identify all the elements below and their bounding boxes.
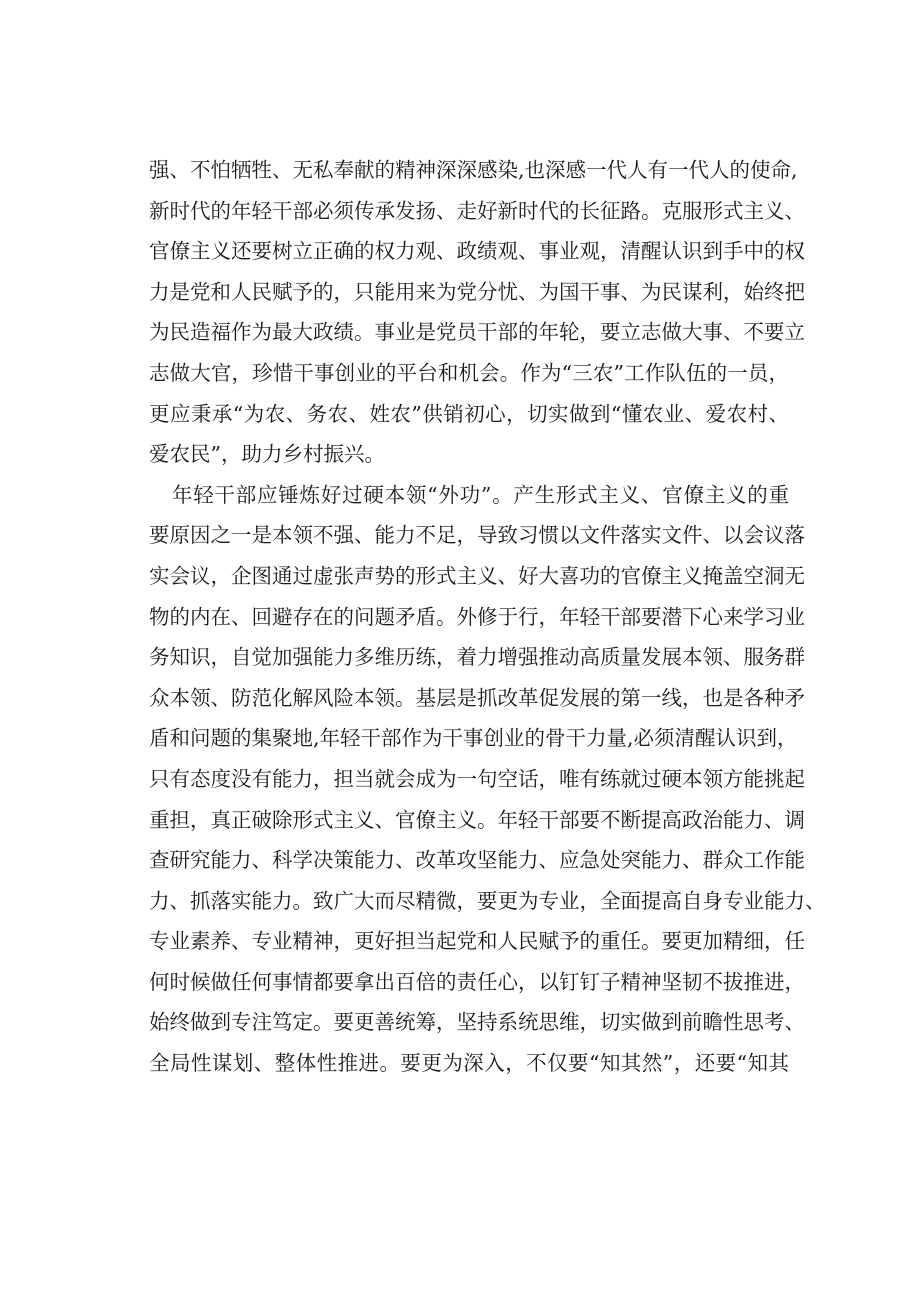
text-line: 只有态度没有能力，担当就会成为一句空话，唯有练就过硬本领方能挑起 — [149, 766, 805, 791]
text-line: 更应秉承“为农、务农、姓农”供销初心，切实做到“懂农业、爱农村、 — [149, 401, 789, 426]
text-line: 专业素养、专业精神，更好担当起党和人民赋予的重任。要更加精细，任 — [149, 929, 805, 954]
paragraph-start-line: 年轻干部应锤炼好过硬本领“外功”。产生形式主义、官僚主义的重 — [172, 482, 789, 507]
text-line: 何时候做任何事情都要拿出百倍的责任心，以钉钉子精神坚韧不拔推进， — [149, 969, 805, 994]
text-line: 为民造福作为最大政绩。事业是党员干部的年轮，要立志做大事、不要立 — [149, 320, 805, 345]
text-line: 众本领、防范化解风险本领。基层是抓改革促发展的第一线，也是各种矛 — [149, 685, 805, 710]
text-line: 新时代的年轻干部必须传承发扬、走好新时代的长征路。克服形式主义、 — [149, 198, 805, 223]
body-text — [149, 150, 826, 1084]
text-line: 力是党和人民赋予的，只能用来为党分忧、为国干事、为民谋利，始终把 — [149, 279, 805, 304]
text-line: 力、抓落实能力。致广大而尽精微，要更为专业，全面提高自身专业能力、 — [149, 888, 826, 913]
paragraph-end-line: 爱农民”，助力乡村振兴。 — [149, 442, 385, 467]
text-line: 要原因之一是本领不强、能力不足，导致习惯以文件落实文件、以会议落 — [149, 523, 805, 548]
text-line: 志做大官，珍惜干事创业的平台和机会。作为“三农”工作队伍的一员， — [149, 360, 789, 385]
text-line: 强、不怕牺牲、无私奉献的精神深深感染,也深感一代人有一代人的使命, — [149, 158, 798, 182]
text-line: 重担，真正破除形式主义、官僚主义。年轻干部要不断提高政治能力、调 — [149, 807, 805, 832]
text-line: 物的内在、回避存在的问题矛盾。外修于行，年轻干部要潜下心来学习业 — [149, 604, 805, 629]
text-line: 官僚主义还要树立正确的权力观、政绩观、事业观，清醒认识到手中的权 — [149, 239, 805, 264]
text-line: 全局性谋划、整体性推进。要更为深入，不仅要“知其然”，还要“知其 — [149, 1051, 789, 1076]
text-line: 务知识，自觉加强能力多维历练，着力增强推动高质量发展本领、服务群 — [149, 645, 805, 670]
text-line: 始终做到专注笃定。要更善统筹，坚持系统思维，切实做到前瞻性思考、 — [149, 1010, 805, 1035]
text-line: 盾和问题的集聚地,年轻干部作为干事创业的骨干力量,必须清醒认识到， — [149, 726, 798, 751]
text-line: 查研究能力、科学决策能力、改革攻坚能力、应急处突能力、群众工作能 — [149, 848, 805, 873]
text-line: 实会议，企图通过虚张声势的形式主义、好大喜功的官僚主义掩盖空洞无 — [149, 563, 805, 588]
